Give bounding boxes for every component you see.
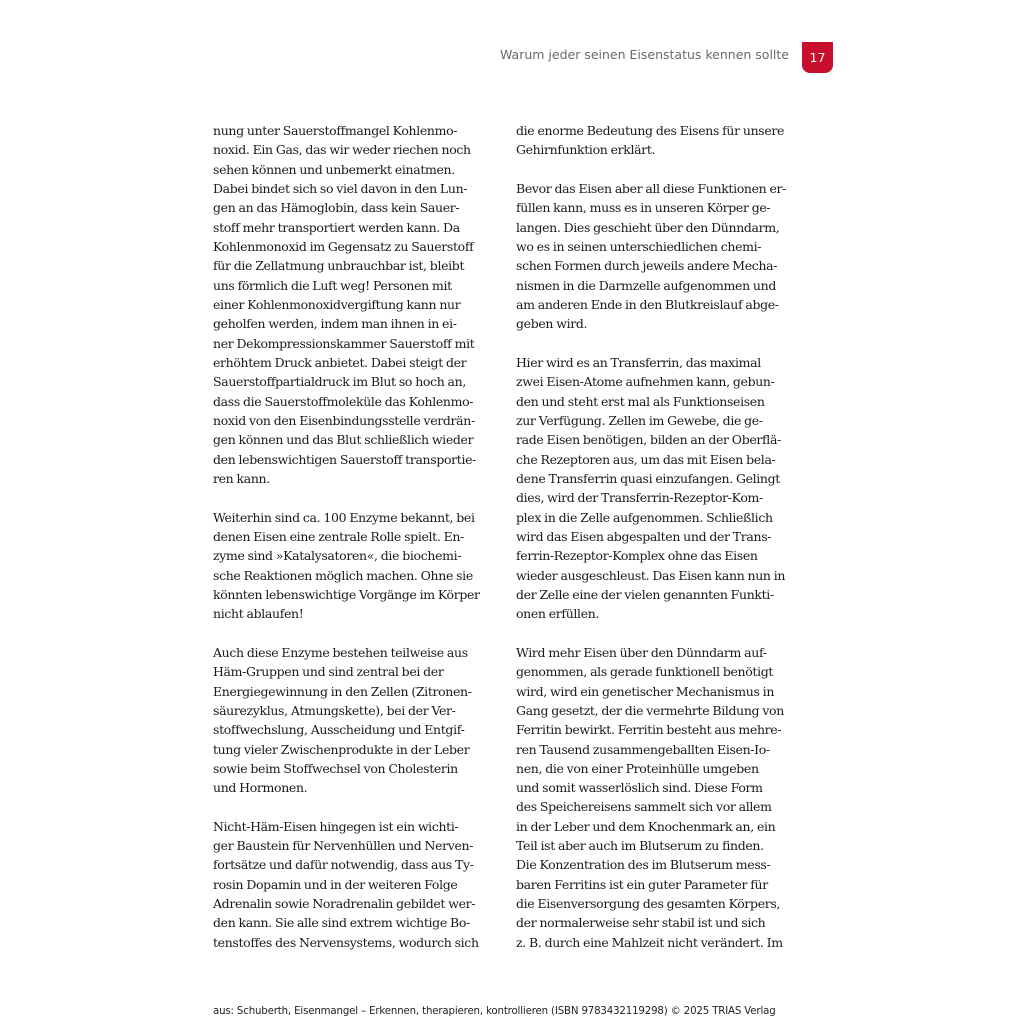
paragraph [213, 508, 491, 624]
text-line: sehen können und unbemerkt einatmen. [213, 161, 455, 177]
text-line: genommen, als gerade funktionell benötigt [516, 664, 774, 680]
text-line: Kohlenmonoxid im Gegensatz zu Sauerstoff [213, 238, 474, 254]
text-line: ner Dekompressionskammer Sauerstoff mit [213, 335, 475, 351]
text-line: gen können und das Blut schließlich wieder [213, 432, 474, 448]
text-line: des Speichereisens sammelt sich vor allem [516, 799, 772, 815]
text-line: die enorme Bedeutung des Eisens für unsere [516, 123, 785, 138]
text-line: rosin Dopamin und in der weiteren Folge [213, 876, 458, 892]
text-line: ferrin-Rezeptor-Komplex ohne das Eisen [516, 548, 758, 564]
paragraph [516, 643, 794, 952]
text-line: tung vieler Zwischenprodukte in der Leber [213, 741, 470, 757]
text-line: nicht ablaufen! [213, 606, 304, 622]
text-line: zyme sind »Katalysatoren«, die biochemi- [213, 548, 462, 564]
text-line: denen Eisen eine zentrale Rolle spielt. En- [213, 528, 464, 544]
text-line: tenstoffes des Nervensystems, wodurch sich [213, 934, 479, 950]
paragraph [516, 179, 794, 334]
text-line: Wird mehr Eisen über den Dünndarm auf- [516, 644, 767, 660]
text-line: wird, wird ein genetischer Mechanismus in [516, 683, 775, 699]
text-line: zur Verfügung. Zellen im Gewebe, die ge- [516, 412, 763, 428]
text-line: wieder ausgeschleust. Das Eisen kann nun in [516, 567, 786, 583]
text-line: noxid. Ein Gas, das wir weder riechen noch [213, 142, 471, 158]
text-line: einer Kohlenmonoxidvergiftung kann nur [213, 296, 461, 312]
page-number: 17 [809, 50, 826, 65]
source-footer: aus: Schuberth, Eisenmangel – Erkennen, therapieren, kontrollieren (ISBN 9783432119298) © 2025 TRIAS Verlag [213, 1006, 776, 1017]
text-line: in der Leber und dem Knochenmark an, ein [516, 818, 776, 834]
text-line: langen. Dies geschieht über den Dünndarm, [516, 219, 780, 235]
text-line: Gehirnfunktion erklärt. [516, 142, 656, 158]
text-line: Gang gesetzt, der die vermehrte Bildung von [516, 702, 784, 718]
text-line: fortsätze und dafür notwendig, dass aus Ty- [213, 857, 474, 873]
text-line: Weiterhin sind ca. 100 Enzyme bekannt, bei [213, 509, 475, 525]
text-line: Nicht-Häm-Eisen hingegen ist ein wichti- [213, 818, 459, 834]
paragraph [213, 817, 491, 952]
text-line: schen Formen durch jeweils andere Mecha- [516, 258, 778, 274]
text-line: nung unter Sauerstoffmangel Kohlenmo- [213, 123, 458, 138]
text-line: und Hormonen. [213, 780, 308, 796]
text-line: baren Ferritins ist ein guter Parameter für [516, 876, 768, 892]
text-line: zwei Eisen-Atome aufnehmen kann, gebun- [516, 374, 775, 390]
text-line: sche Reaktionen möglich machen. Ohne sie [213, 567, 473, 583]
text-line: den lebenswichtigen Sauerstoff transportie- [213, 451, 477, 467]
text-line: der normalerweise sehr stabil ist und sich [516, 915, 766, 931]
text-line: ren kann. [213, 470, 270, 486]
paragraph [516, 121, 794, 160]
paragraph [213, 121, 491, 488]
text-line: gen an das Hämoglobin, dass kein Sauer- [213, 200, 460, 216]
text-line: geholfen werden, indem man ihnen in ei- [213, 316, 457, 332]
text-line: Sauerstoffpartialdruck im Blut so hoch an, [213, 374, 466, 390]
text-line: dene Transferrin quasi einzufangen. Gelingt [516, 470, 780, 486]
left-text-column [213, 121, 491, 971]
text-line: Auch diese Enzyme bestehen teilweise aus [213, 644, 468, 660]
text-line: der Zelle eine der vielen genannten Funkti- [516, 586, 774, 602]
paragraph [516, 353, 794, 624]
text-line: uns förmlich die Luft weg! Personen mit [213, 277, 452, 293]
text-line: Die Konzentration des im Blutserum mess- [516, 857, 771, 873]
text-line: säurezyklus, Atmungskette), bei der Ver- [213, 702, 456, 718]
text-line: nismen in die Darmzelle aufgenommen und [516, 277, 776, 293]
text-line: Bevor das Eisen aber all diese Funktionen er- [516, 180, 787, 196]
text-line: plex in die Zelle aufgenommen. Schließlich [516, 509, 773, 525]
text-line: erhöhtem Druck anbietet. Dabei steigt der [213, 354, 467, 370]
text-line: stoff mehr transportiert werden kann. Da [213, 219, 460, 235]
text-line: wo es in seinen unterschiedlichen chemi- [516, 238, 762, 254]
text-line: sowie beim Stoffwechsel von Cholesterin [213, 760, 458, 776]
text-line: Häm-Gruppen und sind zentral bei der [213, 664, 444, 680]
text-line: stoffwechslung, Ausscheidung und Entgif- [213, 722, 465, 738]
text-line: und somit wasserlöslich sind. Diese Form [516, 780, 763, 796]
text-line: Teil ist aber auch im Blutserum zu finden. [516, 838, 764, 854]
text-line: ger Baustein für Nervenhüllen und Nerven- [213, 838, 474, 854]
text-line: che Rezeptoren aus, um das mit Eisen bela- [516, 451, 776, 467]
text-line: füllen kann, muss es in unseren Körper ge- [516, 200, 771, 216]
text-line: am anderen Ende in den Blutkreislauf abge- [516, 296, 779, 312]
text-line: Hier wird es an Transferrin, das maximal [516, 354, 761, 370]
text-line: könnten lebenswichtige Vorgänge im Körper [213, 586, 480, 602]
text-line: Energiegewinnung in den Zellen (Zitronen- [213, 683, 472, 699]
text-line: noxid von den Eisenbindungsstelle verdrän- [213, 412, 475, 428]
right-text-column [516, 121, 794, 971]
text-line: für die Zellatmung unbrauchbar ist, bleibt [213, 258, 465, 274]
text-line: dass die Sauerstoffmoleküle das Kohlenmo- [213, 393, 474, 409]
text-line: wird das Eisen abgespalten und der Trans- [516, 528, 772, 544]
running-head-title: Warum jeder seinen Eisenstatus kennen sollte [499, 47, 789, 62]
text-line: die Eisenversorgung des gesamten Körpers, [516, 896, 781, 912]
text-line: onen erfüllen. [516, 606, 600, 622]
text-line: geben wird. [516, 316, 588, 332]
page-number-badge [802, 42, 833, 73]
text-line: ren Tausend zusammengeballten Eisen-Io- [516, 741, 770, 757]
text-line: Adrenalin sowie Noradrenalin gebildet wer- [213, 896, 476, 912]
text-line: dies, wird der Transferrin-Rezeptor-Kom- [516, 490, 763, 506]
paragraph [213, 643, 491, 798]
text-line: nen, die von einer Proteinhülle umgeben [516, 760, 759, 776]
text-line: den und steht erst mal als Funktionseisen [516, 393, 765, 409]
text-line: Dabei bindet sich so viel davon in den Lun- [213, 180, 468, 196]
text-line: den kann. Sie alle sind extrem wichtige Bo- [213, 915, 470, 931]
text-line: rade Eisen benötigen, bilden an der Oberflä- [516, 432, 781, 448]
text-line: Ferritin bewirkt. Ferritin besteht aus mehre- [516, 722, 782, 738]
text-line: z. B. durch eine Mahlzeit nicht verändert. Im [516, 934, 783, 950]
